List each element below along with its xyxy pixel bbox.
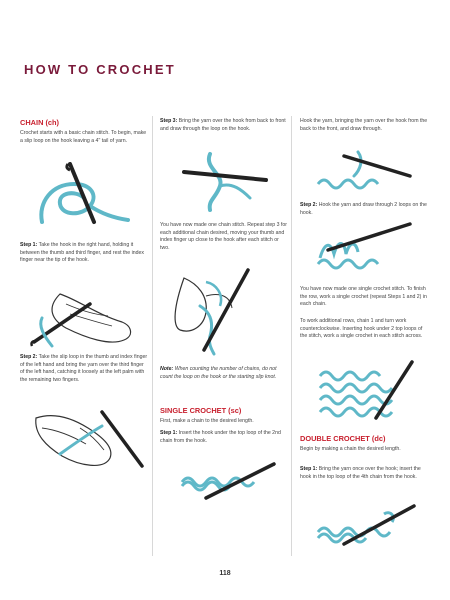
chain-stitch-hand-illustration xyxy=(170,266,280,356)
single-crochet-step2-text: Hook the yarn and draw through 2 loops on the hook. xyxy=(300,202,427,216)
single-crochet-step1-label: Step 1: xyxy=(160,430,178,436)
single-crochet-step2-label: Step 2: xyxy=(300,202,318,208)
chain-step1-text: Take the hook in the right hand, holding it between the thumb and third finger, and rest the index finger near the tip of the hook. xyxy=(20,242,145,264)
single-crochet-heading: SINGLE CROCHET (sc) xyxy=(160,406,242,415)
note-label: Note: xyxy=(160,366,174,372)
slip-loop-illustration xyxy=(32,162,132,230)
page-number: 118 xyxy=(219,570,231,577)
note xyxy=(160,366,288,381)
chain-heading: CHAIN (ch) xyxy=(20,118,60,127)
double-crochet-step1-text: Bring the yarn once over the hook; insert the hook in the top loop of the 4th chain from the hook. xyxy=(300,466,421,480)
double-crochet-heading: DOUBLE CROCHET (dc) xyxy=(300,434,386,443)
left-hand-slip-loop-illustration xyxy=(30,404,145,476)
hand-holding-hook-illustration xyxy=(30,286,140,350)
single-crochet-step1 xyxy=(160,430,288,445)
chain-step3-text: Bring the yarn over the hook from back to front and draw through the loop on the hook. xyxy=(160,118,286,132)
single-crochet-step2 xyxy=(300,202,428,217)
chain-step2-text: Take the slip loop in the thumb and index finger of the left hand and bring the yarn over the third finger of the left hand, catching it loosely at the left palm with the remaining two fingers. xyxy=(20,354,148,383)
double-crochet-step1-label: Step 1: xyxy=(300,466,318,472)
double-crochet-intro: Begin by making a chain the desired length. xyxy=(300,446,401,452)
chain-step2-label: Step 2: xyxy=(20,354,38,360)
two-loops-illustration xyxy=(314,220,414,276)
one-single-crochet-text: You have now made one single crochet stitch. To finish the row, work a single crochet (repeat Steps 1 and 2) in each chain. xyxy=(300,286,427,308)
chain-intro: Crochet starts with a basic chain stitch. To begin, make a slip loop on the hook leaving a 4" tail of yarn. xyxy=(20,130,147,144)
chain-step3-label: Step 3: xyxy=(160,118,178,124)
insert-hook-chain-illustration xyxy=(178,460,278,500)
single-crochet-intro: First, make a chain to the desired length. xyxy=(160,418,254,424)
single-crochet-rows-illustration xyxy=(312,360,416,422)
one-chain-text: You have now made one chain stitch. Repeat step 3 for each additional chain desired, moving your thumb and index finger up close to the hook after each stitch or two. xyxy=(160,222,287,251)
double-crochet-yarn-over-illustration xyxy=(314,500,418,550)
double-crochet-step1 xyxy=(300,466,428,481)
chain-step1-label: Step 1: xyxy=(20,242,38,248)
note-text: When counting the number of chains, do not count the loop on the hook or the starting slip knot. xyxy=(160,366,277,380)
page-title: HOW TO CROCHET xyxy=(24,62,176,77)
column-divider xyxy=(291,116,292,556)
hook-yarn-text: Hook the yarn, bringing the yarn over the hook from the back to the front, and draw through. xyxy=(300,118,428,132)
column-divider xyxy=(152,116,153,556)
yarn-over-hook-illustration xyxy=(180,150,270,214)
chain-step2 xyxy=(20,354,148,384)
draw-through-loop-illustration xyxy=(314,146,414,198)
chain-step3 xyxy=(160,118,288,133)
chain-step1 xyxy=(20,242,148,265)
additional-rows-text: To work additional rows, chain 1 and turn work counterclockwise. Inserting hook under 2 top loops of the stitch, work a single crochet in each stitch across. xyxy=(300,318,423,340)
single-crochet-step1-text: Insert the hook under the top loop of the 2nd chain from the hook. xyxy=(160,430,281,444)
